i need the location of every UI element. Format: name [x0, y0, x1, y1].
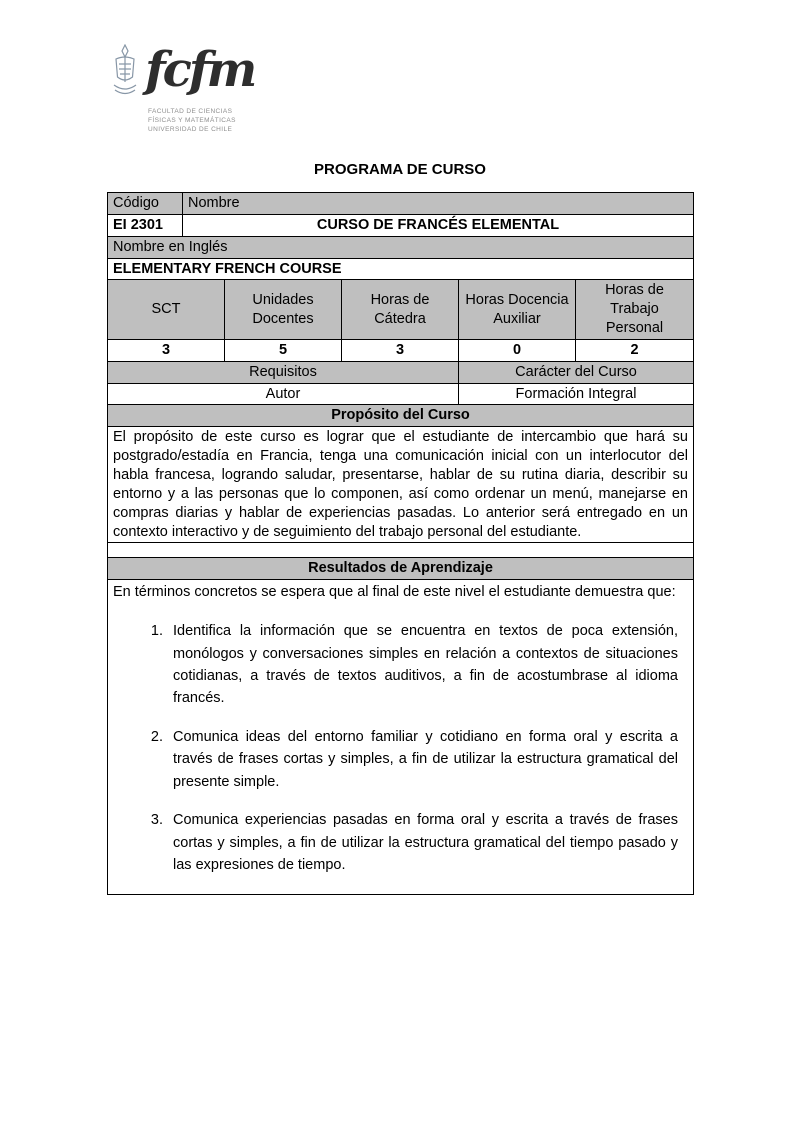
nombre-value: CURSO DE FRANCÉS ELEMENTAL [183, 214, 694, 236]
row-english-name-label [108, 236, 694, 258]
hours-value-horas-catedra: 3 [342, 339, 459, 361]
row-hours-headers [108, 280, 694, 340]
logo-subtext-line-3: UNIVERSIDAD DE CHILE [148, 126, 233, 134]
row-code-name-values [108, 214, 694, 236]
resultados-header: Resultados de Aprendizaje [108, 558, 694, 580]
logo-row [110, 44, 280, 102]
page-title: PROGRAMA DE CURSO [314, 161, 486, 178]
row-hours-values [108, 339, 694, 361]
codigo-value: EI 2301 [108, 214, 183, 236]
hours-header-horas-catedra: Horas de Cátedra [342, 280, 459, 340]
hours-value-horas-docencia-auxiliar: 0 [459, 339, 576, 361]
codigo-label: Código [108, 193, 183, 215]
course-program-table [107, 192, 694, 895]
hours-value-unidades-docentes: 5 [225, 339, 342, 361]
nombre-ingles-value: ELEMENTARY FRENCH COURSE [108, 258, 694, 280]
row-english-name-value [108, 258, 694, 280]
learning-outcome-item-2: 2. Comunica ideas del entorno familiar y cotidiano en forma oral y escrita a través de frases cortas y simples, a fin de utilizar la estructura gramatical del presente simple. [167, 726, 678, 793]
row-proposito-text [108, 427, 694, 543]
requisitos-value: Autor [108, 383, 459, 405]
hours-header-horas-trabajo-personal: Horas de Trabajo Personal [576, 280, 694, 340]
hours-header-sct: SCT [108, 280, 225, 340]
hours-value-sct: 3 [108, 339, 225, 361]
requisitos-label: Requisitos [108, 361, 459, 383]
nombre-ingles-label: Nombre en Inglés [108, 236, 694, 258]
row-requisitos-caracter-labels [108, 361, 694, 383]
university-crest-icon [110, 44, 140, 102]
course-table-wrapper [107, 192, 693, 895]
row-code-name-labels [108, 193, 694, 215]
empty-spacer-cell [108, 543, 694, 558]
caracter-value: Formación Integral [459, 383, 694, 405]
caracter-label: Carácter del Curso [459, 361, 694, 383]
proposito-header: Propósito del Curso [108, 405, 694, 427]
row-resultados-header [108, 558, 694, 580]
learning-outcome-item-3: 3. Comunica experiencias pasadas en forma oral y escrita a través de frases cortas y simples, a fin de utilizar la estructura gramatical del tiempo pasado y las expresiones de tiempo. [167, 809, 678, 876]
row-empty-spacer [108, 543, 694, 558]
fcfm-logo [110, 44, 280, 134]
learning-outcome-item-1: 1. Identifica la información que se encuentra en textos de poca extensión, monólogos y conversaciones simples en relación a contextos de situaciones cotidianas, a través de textos auditivos, a fin de acostumbrase al idioma francés. [167, 620, 678, 710]
row-resultados-content [108, 580, 694, 895]
hours-value-horas-trabajo-personal: 2 [576, 339, 694, 361]
logo-subtext-line-1: FACULTAD DE CIENCIAS [148, 108, 233, 115]
hours-header-unidades-docentes: Unidades Docentes [225, 280, 342, 340]
row-proposito-header [108, 405, 694, 427]
nombre-label: Nombre [183, 193, 694, 215]
resultados-content-cell [108, 580, 694, 895]
proposito-text: El propósito de este curso es lograr que el estudiante de intercambio que hará su postgrado/estadía en Francia, tenga una comunicación inicial con un interlocutor del habla francesa, logrando saludar, presentarse, hablar de su rutina diaria, describir su entorno y a las personas que lo componen, así como ordenar un menú, manejarse en compras diarias y hablar de experiencias pasadas. Lo anterior será entregado en un contexto interactivo y de seguimiento del trabajo personal del estudiante. [108, 427, 694, 543]
fcfm-wordmark: fcfm [145, 42, 255, 98]
logo-subtext [148, 107, 280, 134]
learning-outcomes-list [113, 620, 688, 877]
resultados-intro: En términos concretos se espera que al final de este nivel el estudiante demuestra que: [113, 584, 676, 601]
hours-header-horas-docencia-auxiliar: Horas Docencia Auxiliar [459, 280, 576, 340]
row-requisitos-caracter-values [108, 383, 694, 405]
logo-subtext-line-2: FÍSICAS Y MATEMÁTICAS [148, 117, 236, 125]
